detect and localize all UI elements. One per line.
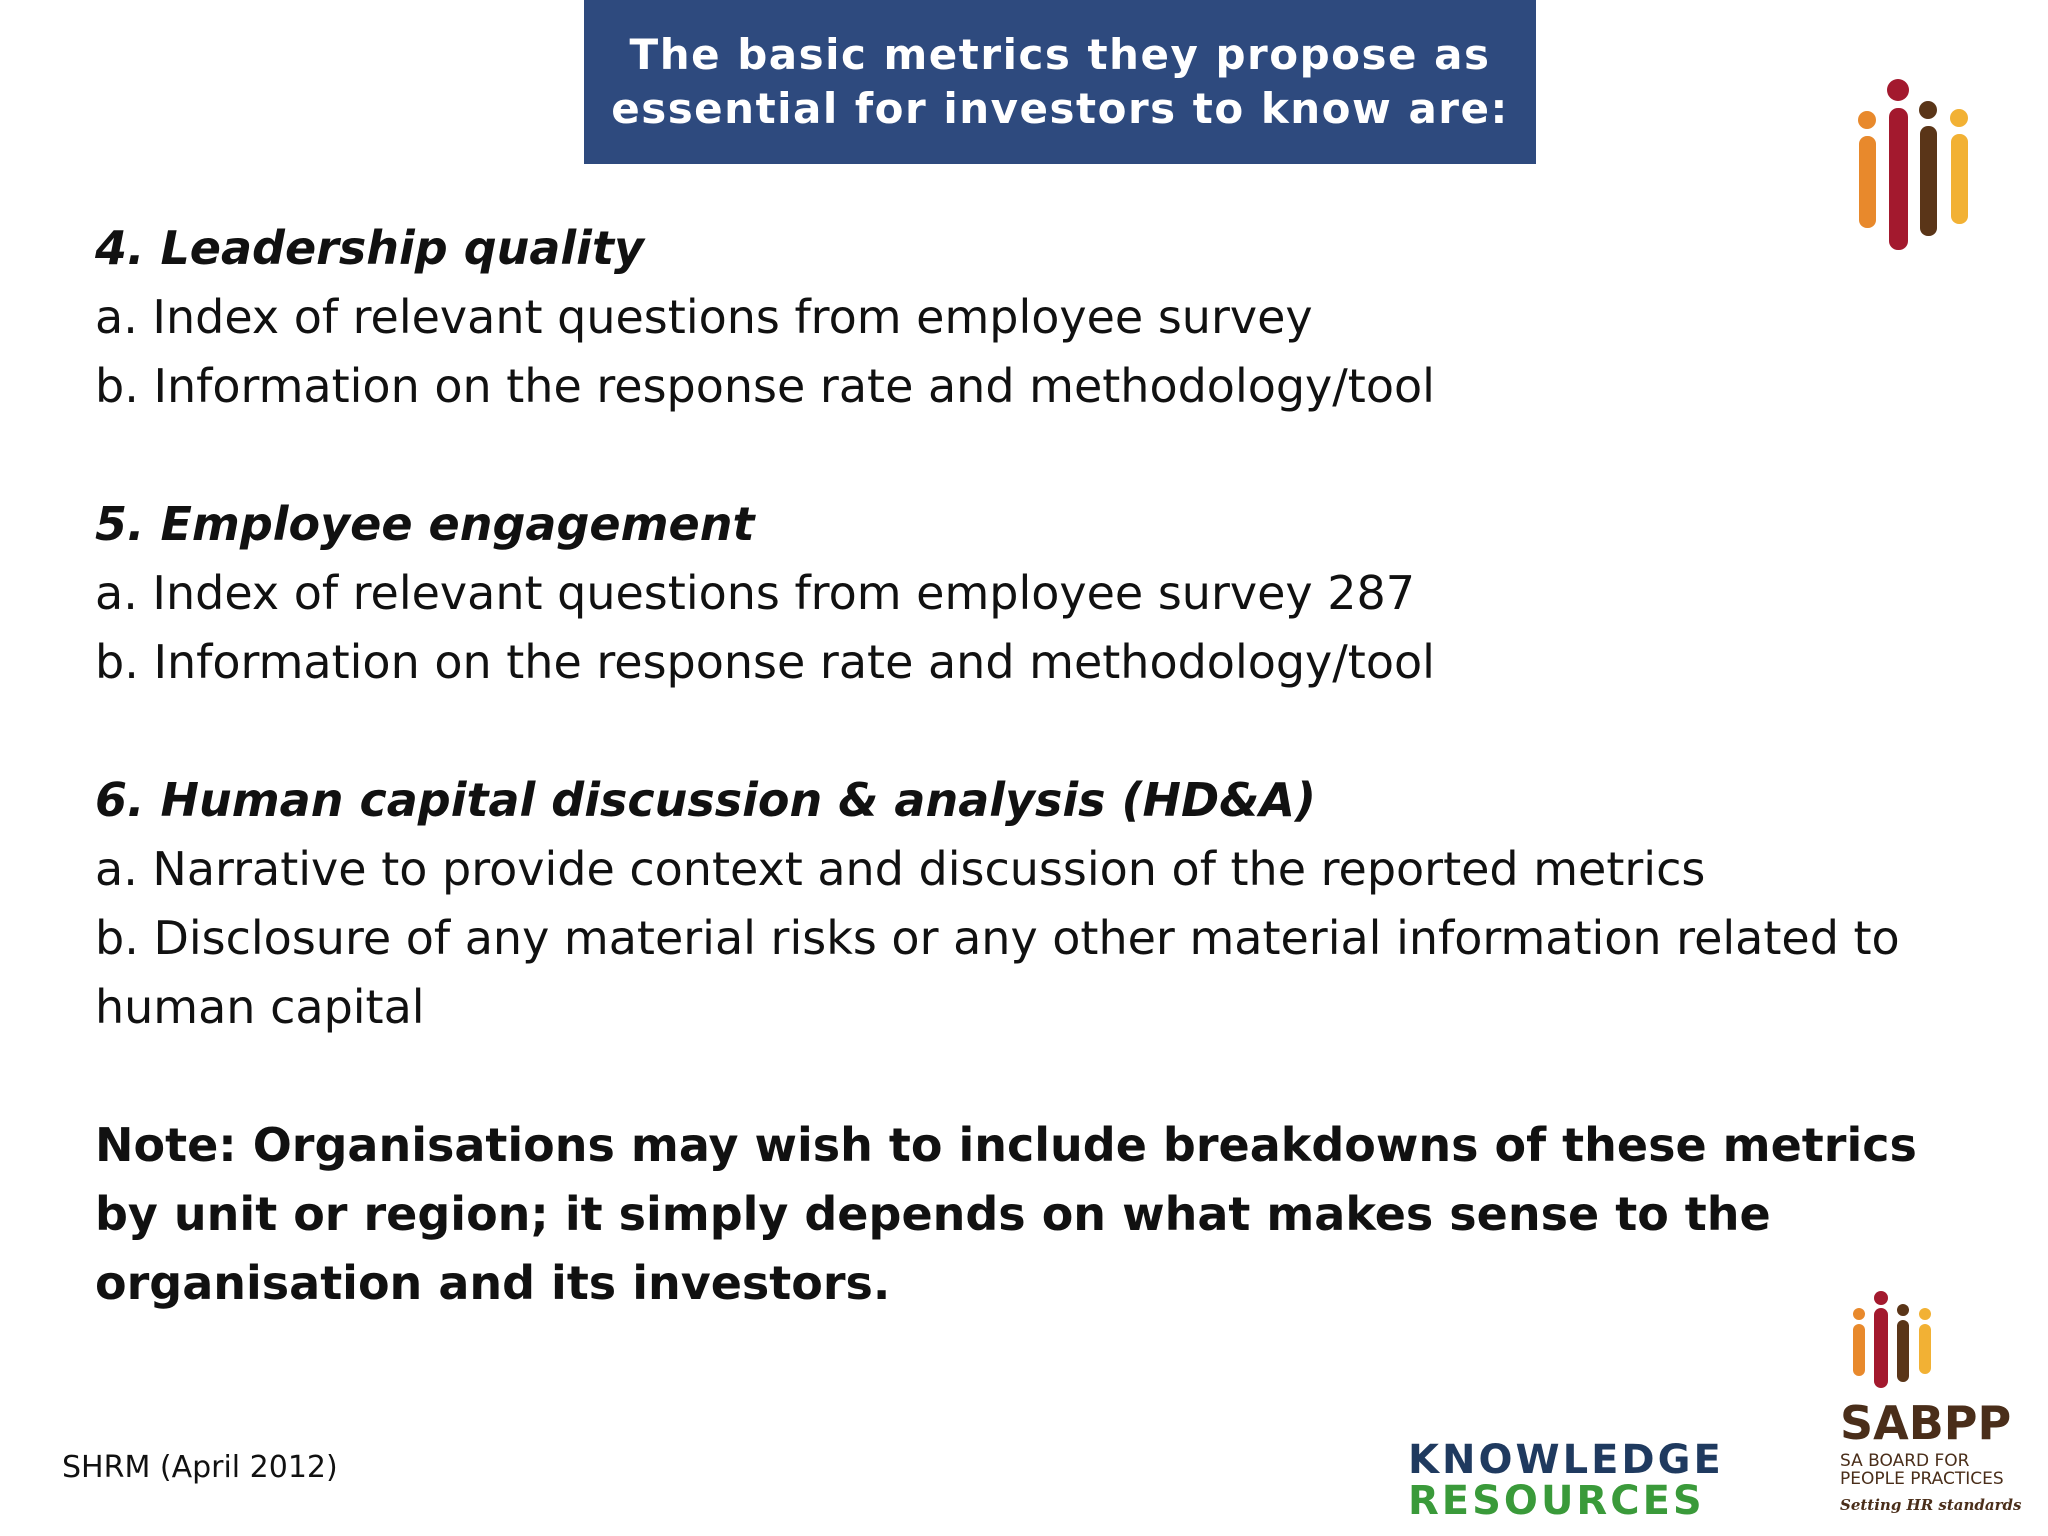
- sabpp-figures-icon: [1850, 1290, 1940, 1390]
- citation: SHRM (April 2012): [62, 1450, 338, 1485]
- sabpp-name: SABPP: [1840, 1396, 2012, 1450]
- sabpp-subtitle: [1840, 1452, 2004, 1488]
- sabpp-subtitle-line-2: PEOPLE PRACTICES: [1840, 1469, 2004, 1489]
- section-item: a. Index of relevant questions from employee survey 287: [95, 566, 1416, 620]
- slide-title-line-2: essential for investors to know are:: [611, 84, 1509, 133]
- section-item: a. Narrative to provide context and discussion of the reported metrics: [95, 842, 1706, 896]
- sabpp-logo: [1838, 1290, 2028, 1530]
- kr-logo-line-1: KNOWLEDGE: [1408, 1437, 1724, 1483]
- section-item: b. Information on the response rate and methodology/tool: [95, 359, 1435, 413]
- sabpp-subtitle-line-1: SA BOARD FOR: [1840, 1451, 1970, 1471]
- section-item: b. Information on the response rate and methodology/tool: [95, 635, 1435, 689]
- section-item: a. Index of relevant questions from employee survey: [95, 290, 1313, 344]
- section-heading-leadership: 4. Leadership quality: [95, 221, 644, 275]
- note-text: Note: Organisations may wish to include breakdowns of these metrics by unit or region; it simply depends on what makes sense to the organisation and its investors.: [95, 1118, 1917, 1310]
- slide-body: [95, 214, 1975, 1318]
- knowledge-resources-logo: [1408, 1437, 1772, 1524]
- slide-title-box: [584, 0, 1536, 164]
- slide-title-line-1: The basic metrics they propose as: [629, 30, 1491, 79]
- section-heading-hda: 6. Human capital discussion & analysis (HD&A): [95, 773, 1316, 827]
- section-heading-engagement: 5. Employee engagement: [95, 497, 755, 551]
- kr-logo-line-2: RESOURCES: [1408, 1478, 1705, 1524]
- sabpp-tagline: Setting HR standards: [1840, 1496, 2022, 1514]
- section-item: b. Disclosure of any material risks or any other material information related to human capital: [95, 911, 1900, 1034]
